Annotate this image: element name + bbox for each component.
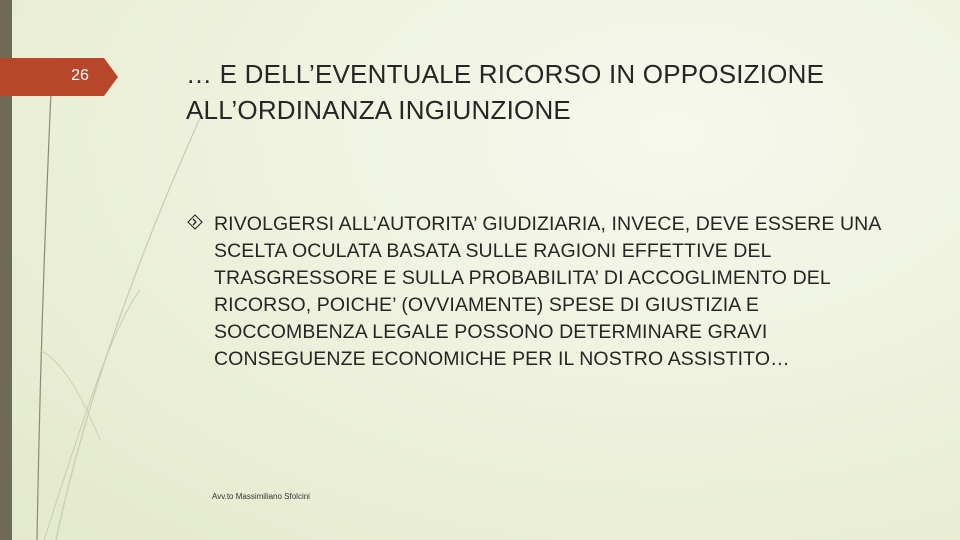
decor-line-2	[56, 118, 200, 540]
decor-line-3	[44, 290, 140, 540]
footer-author: Avv.to Massimiliano Sfolcini	[212, 492, 310, 501]
decor-line-4	[40, 350, 100, 440]
slide-number: 26	[71, 67, 89, 84]
bullet-text: RIVOLGERSI ALL’AUTORITA’ GIUDIZIARIA, INVECE, DEVE ESSERE UNA SCELTA OCULATA BASATA SULLE RAGIONI EFFETTIVE DEL TRASGRESSORE E SULLA PROBABILITA’ DI ACCOGLIMENTO DEL RICORSO, POICHE’ (OVVIAMENTE) SPESE DI GIUSTIZIA E SOCCOMBENZA LEGALE POSSONO DETERMINARE GRAVI CONSEGUENZE ECONOMICHE PER IL NOSTRO ASSISTITO…	[214, 213, 881, 370]
slide-title: … E DELL’EVENTUALE RICORSO IN OPPOSIZIONE ALL’ORDINANZA INGIUNZIONE	[186, 59, 825, 125]
decor-line-1	[37, 70, 52, 540]
diamond-arrow-bullet-icon	[187, 214, 203, 230]
